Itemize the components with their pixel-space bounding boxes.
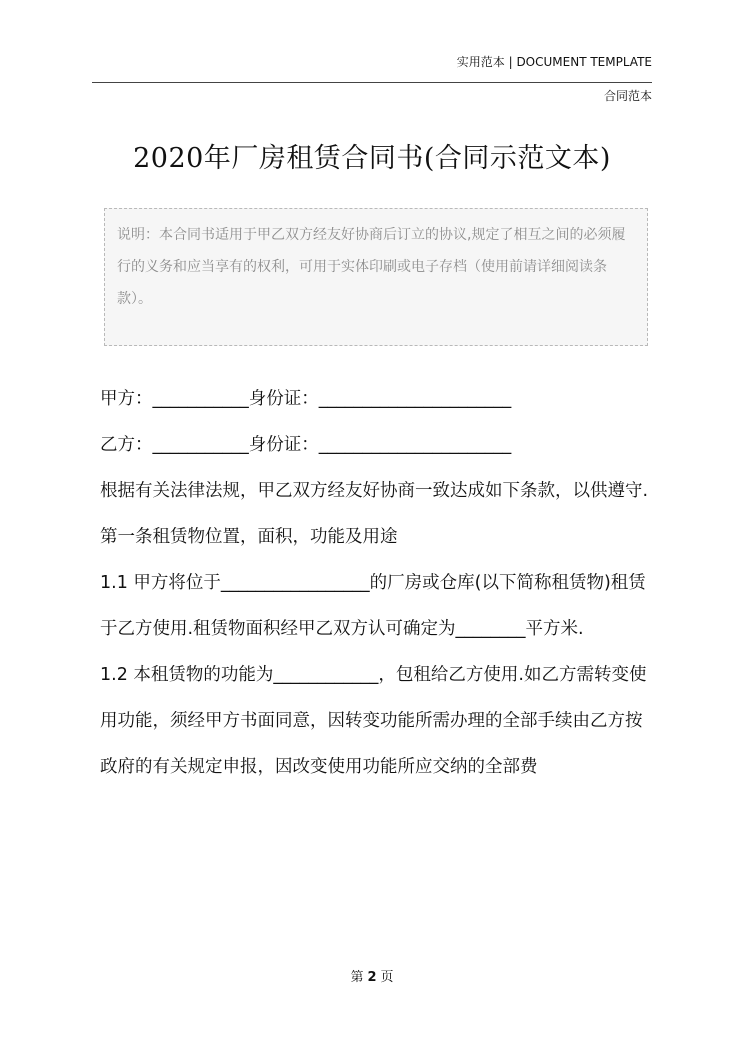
page-number: 2 [367, 970, 377, 985]
header-top-label: 实用范本 | DOCUMENT TEMPLATE [456, 55, 652, 69]
note-box [104, 208, 648, 346]
footer-prefix: 第 [350, 970, 364, 985]
footer-suffix: 页 [380, 970, 394, 985]
article-heading: 第一条租赁物位置，面积，功能及用途 [100, 527, 398, 547]
party-a-line: 甲方：___________身份证：______________________ [100, 389, 512, 409]
header-divider [92, 82, 652, 83]
page-footer [0, 966, 744, 985]
party-b-line: 乙方：___________身份证：______________________ [100, 435, 512, 455]
header-sub-label: 合同范本 [603, 89, 652, 103]
clause-1-2: 1.2 本租赁物的功能为____________，包租给乙方使用.如乙方需转变使用功能，须经甲方书面同意，因转变功能所需办理的全部手续由乙方按政府的有关规定申报，因改变使用功能所应交纳的全部费 [100, 665, 647, 777]
clause-1-1: 1.1 甲方将位于_________________的厂房或仓库(以下简称租赁物)租赁于乙方使用.租赁物面积经甲乙双方认可确定为________平方米. [100, 573, 646, 639]
note-text: 说明：本合同书适用于甲乙双方经友好协商后订立的协议,规定了相互之间的必须履行的义务和应当享有的权利，可用于实体印刷或电子存档（使用前请详细阅读条款）。 [117, 227, 626, 307]
document-title: 2020年厂房租赁合同书(合同示范文本) [133, 143, 611, 174]
preamble-paragraph: 根据有关法律法规，甲乙双方经友好协商一致达成如下条款，以供遵守. [100, 481, 649, 501]
document-body [100, 376, 656, 790]
